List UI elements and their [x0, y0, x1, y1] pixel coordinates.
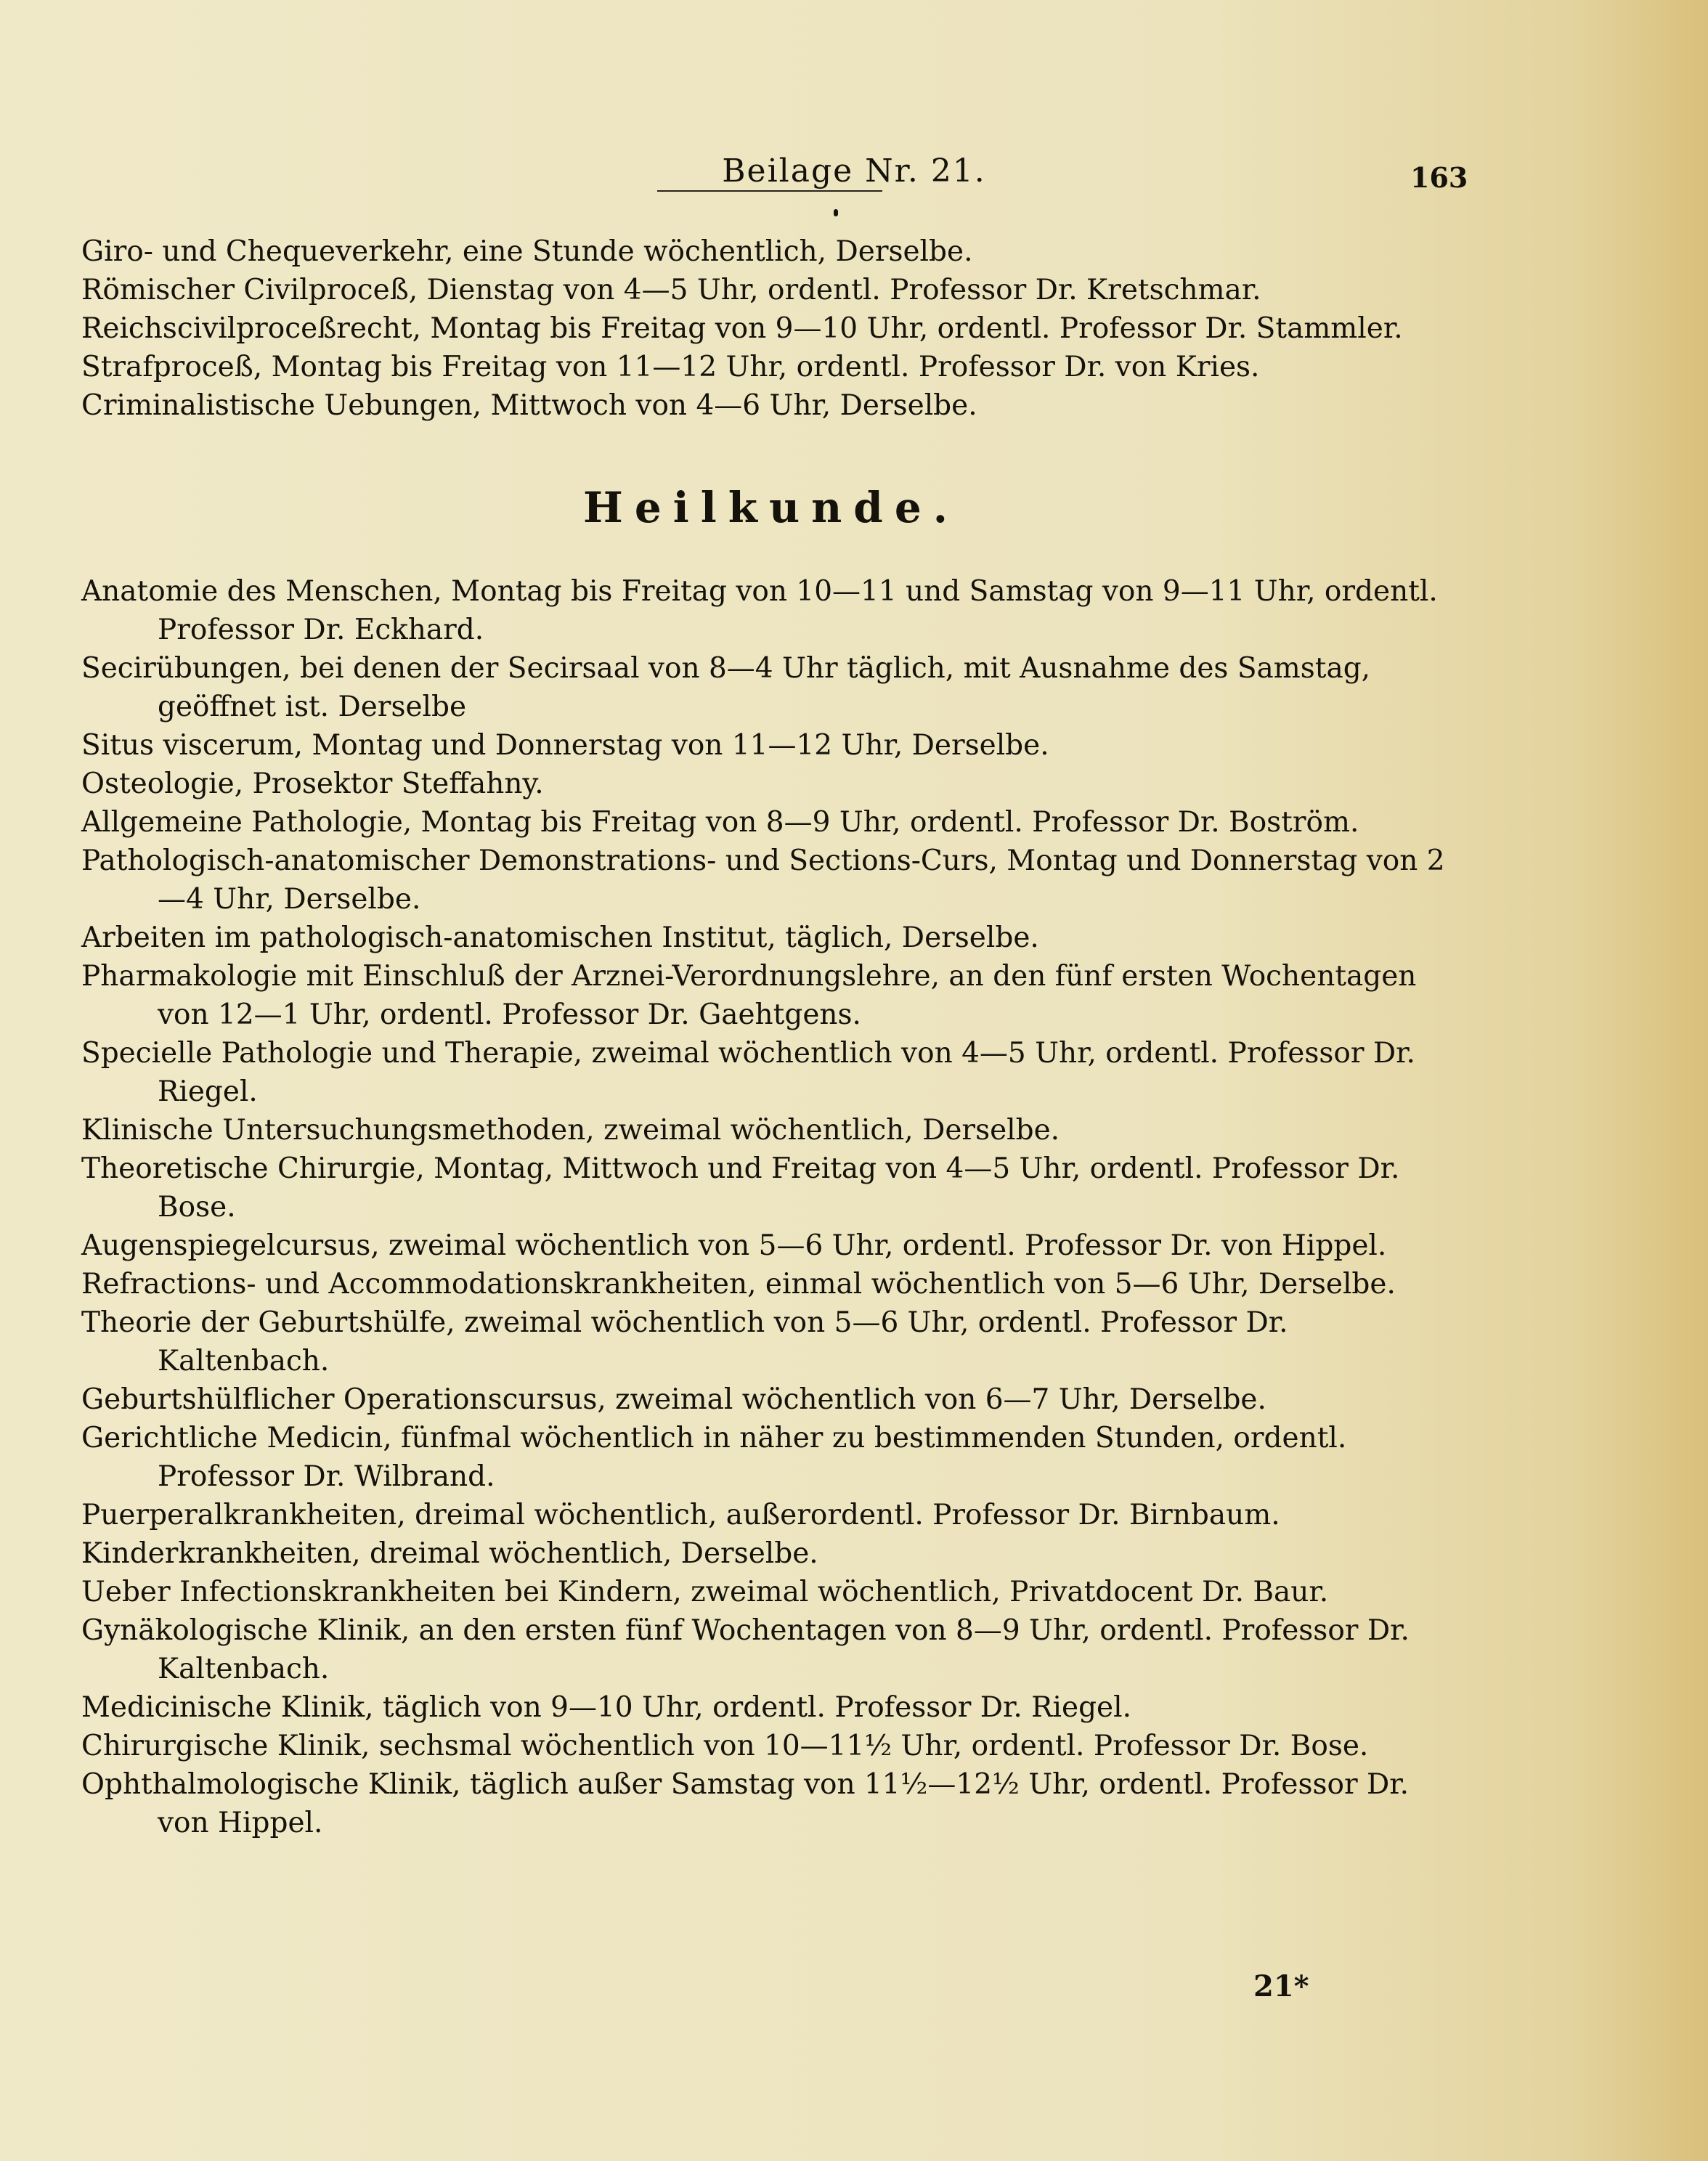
list-item: Specielle Pathologie und Therapie, zweimal wöchentlich von 4—5 Uhr, ordentl. Professor Dr. Riegel.: [81, 1037, 1415, 1108]
list-item: Kinderkrankheiten, dreimal wöchentlich, Derselbe.: [81, 1537, 818, 1570]
list-item: Osteologie, Prosektor Steffahny.: [81, 768, 544, 800]
list-item: Gynäkologische Klinik, an den ersten fünf Wochentagen von 8—9 Uhr, ordentl. Professor Dr. Kaltenbach.: [81, 1614, 1410, 1685]
list-item: Situs viscerum, Montag und Donnerstag von 11—12 Uhr, Derselbe.: [81, 729, 1049, 762]
list-item: Klinische Untersuchungsmethoden, zweimal wöchentlich, Derselbe.: [81, 1114, 1060, 1147]
signature-mark: 21*: [1253, 1969, 1309, 2003]
list-item: Ueber Infectionskrankheiten bei Kindern, zweimal wöchentlich, Privatdocent Dr. Baur.: [81, 1576, 1329, 1608]
ink-mark: [834, 209, 838, 216]
text-block: [81, 232, 1461, 1842]
section-heading: Heilkunde.: [583, 483, 959, 532]
list-item: Augenspiegelcursus, zweimal wöchentlich von 5—6 Uhr, ordentl. Professor Dr. von Hippel.: [81, 1229, 1387, 1262]
list-item: Reichscivilproceßrecht, Montag bis Freitag von 9—10 Uhr, ordentl. Professor Dr. Stammler.: [81, 312, 1403, 345]
list-item: Secirübungen, bei denen der Secirsaal von 8—4 Uhr täglich, mit Ausnahme des Samstag, geöffnet ist. Derselbe: [81, 652, 1371, 723]
list-item: Medicinische Klinik, täglich von 9—10 Uhr, ordentl. Professor Dr. Riegel.: [81, 1691, 1132, 1724]
list-item: Ophthalmologische Klinik, täglich außer Samstag von 11½—12½ Uhr, ordentl. Professor Dr. von Hippel.: [81, 1768, 1410, 1839]
page-number: 163: [1410, 161, 1468, 194]
list-item: Pathologisch-anatomischer Demonstrations- und Sections-Curs, Montag und Donnerstag von 2—4 Uhr, Derselbe.: [81, 845, 1445, 916]
list-item: Theorie der Geburtshülfe, zweimal wöchentlich von 5—6 Uhr, ordentl. Professor Dr. Kaltenbach.: [81, 1306, 1288, 1377]
header-rule: [657, 190, 882, 192]
list-item: Chirurgische Klinik, sechsmal wöchentlich von 10—11½ Uhr, ordentl. Professor Dr. Bose.: [81, 1730, 1369, 1762]
list-item: Criminalistische Uebungen, Mittwoch von 4—6 Uhr, Derselbe.: [81, 389, 977, 422]
list-item: Theoretische Chirurgie, Montag, Mittwoch und Freitag von 4—5 Uhr, ordentl. Professor Dr. Bose.: [81, 1152, 1400, 1224]
list-item: Allgemeine Pathologie, Montag bis Freitag von 8—9 Uhr, ordentl. Professor Dr. Boström.: [81, 806, 1359, 839]
list-item: Gerichtliche Medicin, fünfmal wöchentlich in näher zu bestimmenden Stunden, ordentl. Professor Dr. Wilbrand.: [81, 1422, 1347, 1493]
list-item: Giro- und Chequeverkehr, eine Stunde wöchentlich, Derselbe.: [81, 235, 973, 268]
list-item: Refractions- und Accommodationskrankheiten, einmal wöchentlich von 5—6 Uhr, Derselbe.: [81, 1268, 1396, 1301]
list-item: Römischer Civilproceß, Dienstag von 4—5 Uhr, ordentl. Professor Dr. Kretschmar.: [81, 274, 1261, 306]
running-header: Beilage Nr. 21.: [722, 152, 986, 190]
list-item: Geburtshülflicher Operationscursus, zweimal wöchentlich von 6—7 Uhr, Derselbe.: [81, 1383, 1266, 1416]
list-item: Strafproceß, Montag bis Freitag von 11—12 Uhr, ordentl. Professor Dr. von Kries.: [81, 351, 1260, 383]
list-item: Pharmakologie mit Einschluß der Arznei-Verordnungslehre, an den fünf ersten Wochentagen von 12—1 Uhr, ordentl. Professor Dr. Gaehtgens.: [81, 960, 1417, 1031]
list-item: Anatomie des Menschen, Montag bis Freitag von 10—11 und Samstag von 9—11 Uhr, ordentl. Professor Dr. Eckhard.: [81, 575, 1438, 646]
list-item: Puerperalkrankheiten, dreimal wöchentlich, außerordentl. Professor Dr. Birnbaum.: [81, 1499, 1280, 1531]
list-item: Arbeiten im pathologisch-anatomischen Institut, täglich, Derselbe.: [81, 921, 1039, 954]
